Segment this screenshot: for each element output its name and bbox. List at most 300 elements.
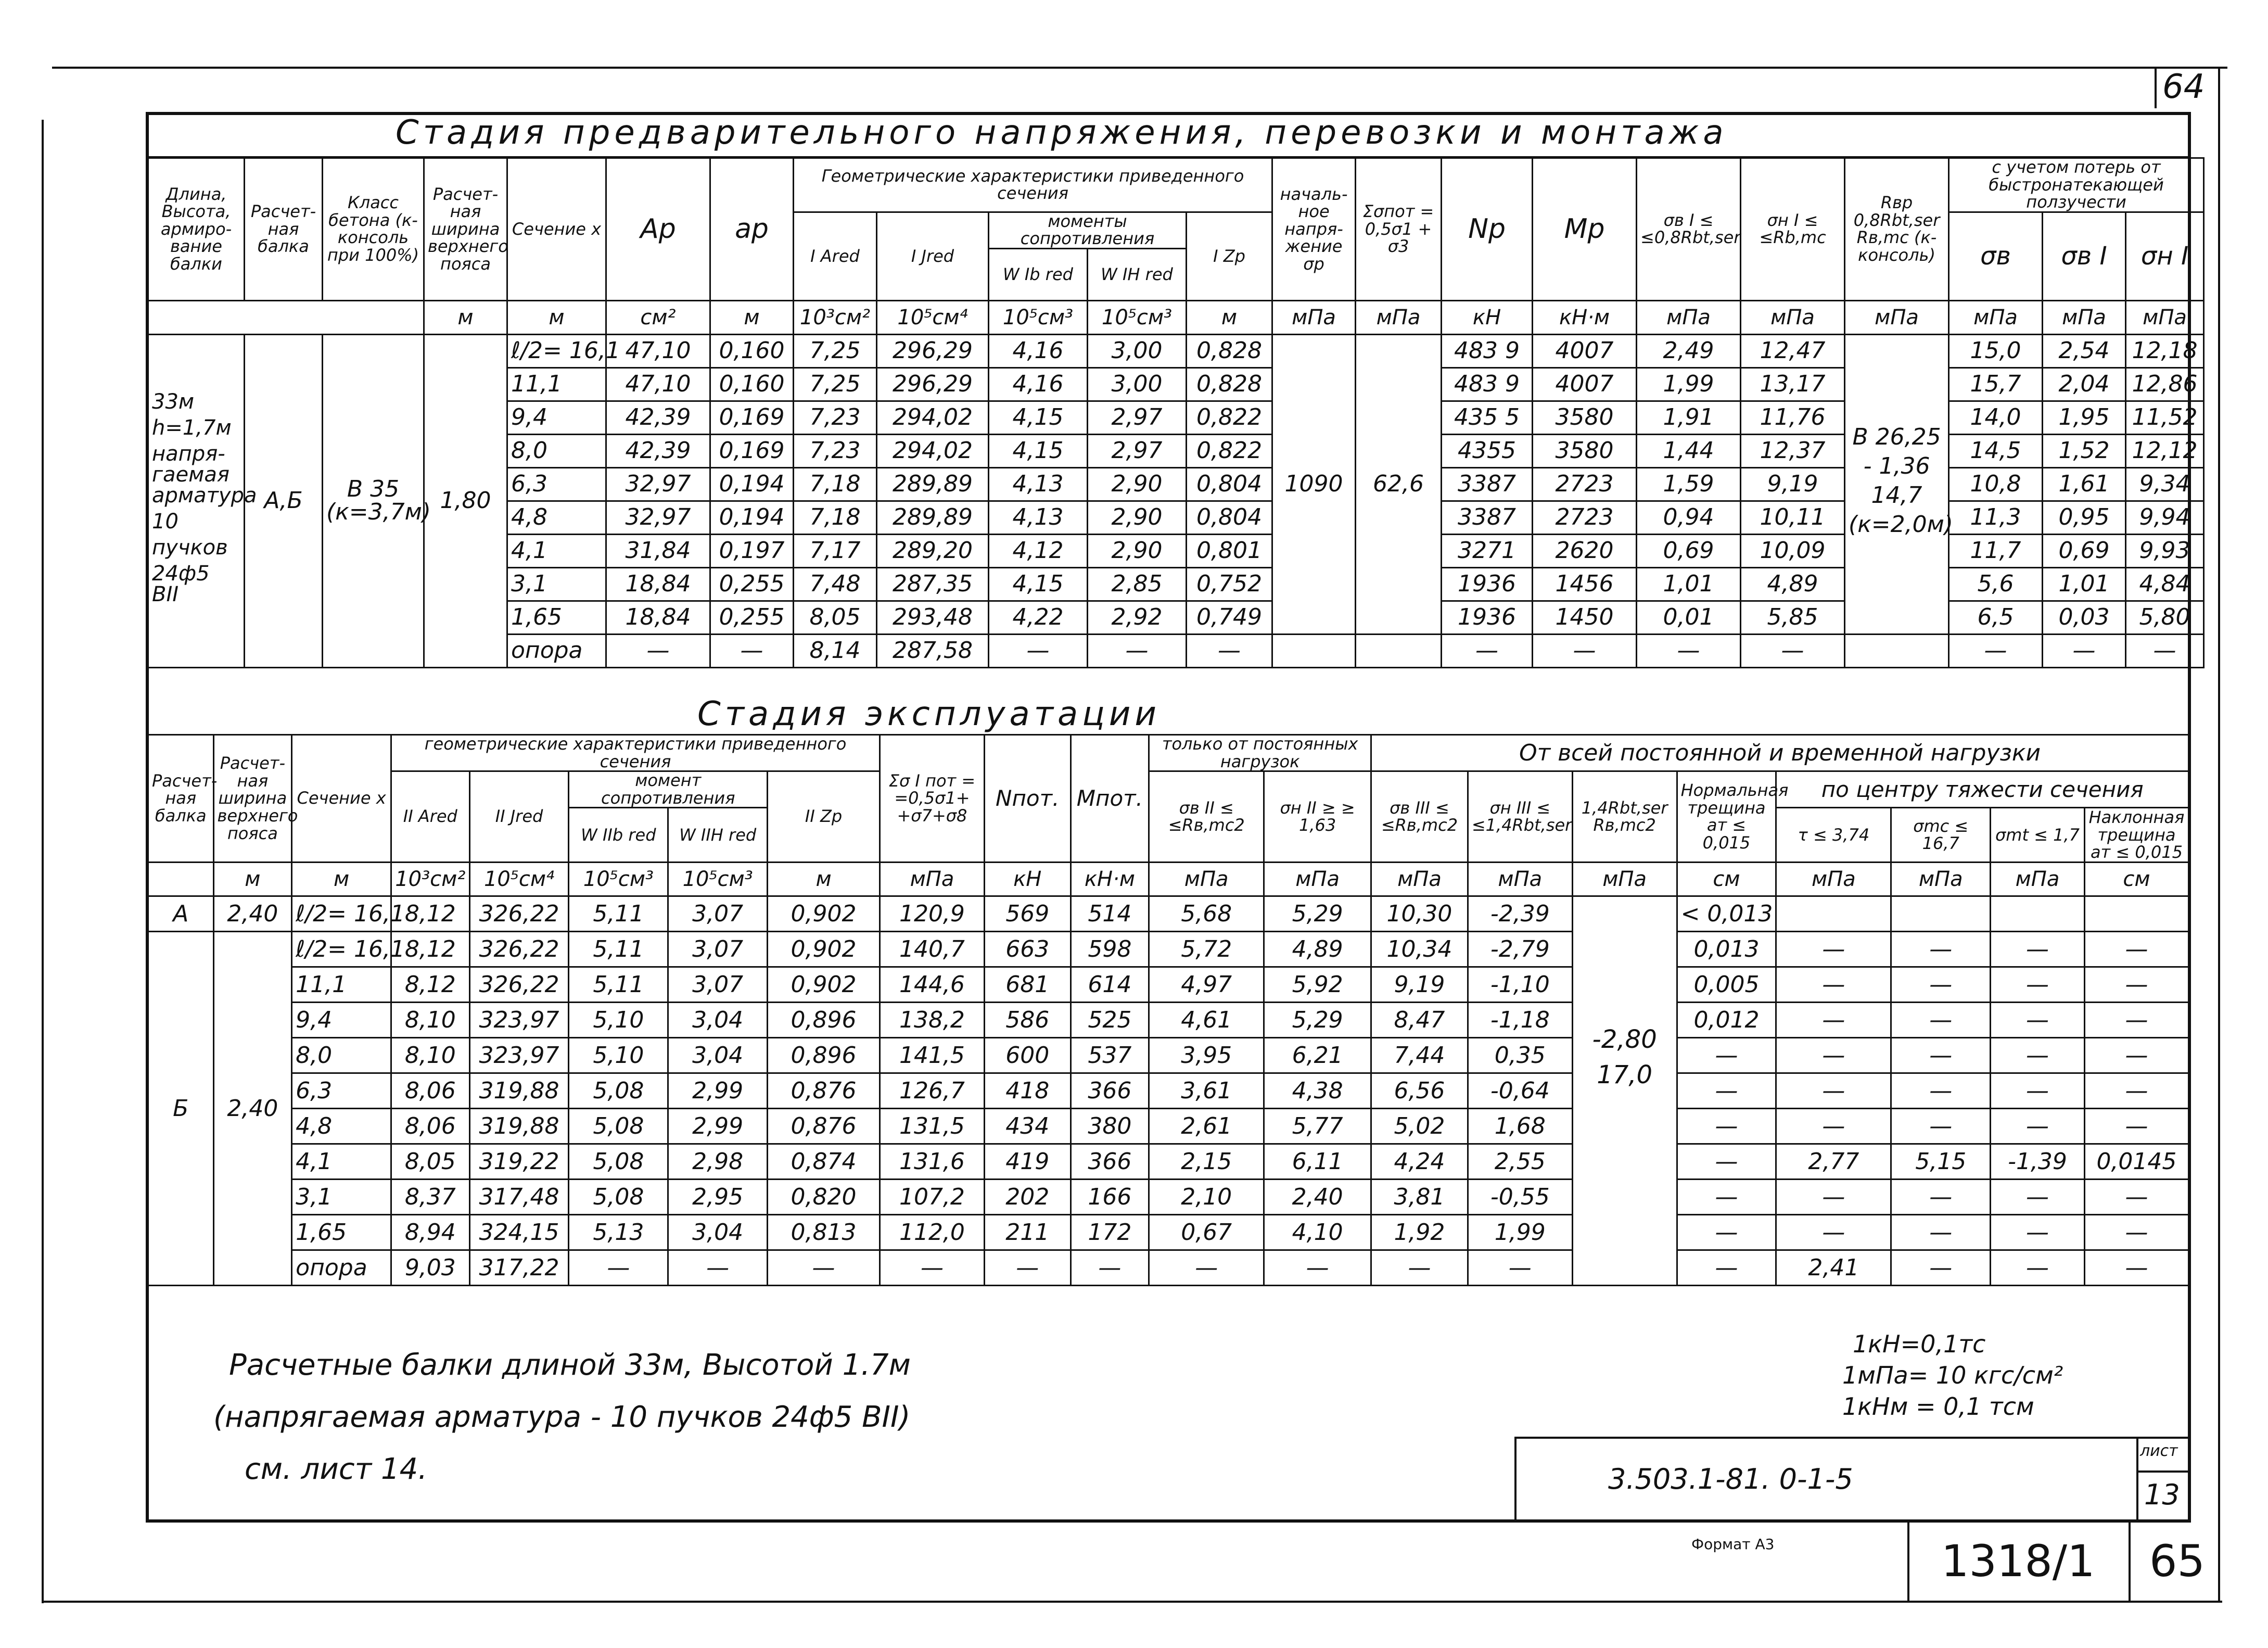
data-cell: 5,10 (569, 1003, 668, 1038)
data-cell: 3387 (1442, 501, 1533, 534)
data-cell: 0,94 (1637, 501, 1741, 534)
data-cell: 126,7 (880, 1073, 985, 1109)
data-cell: 2,99 (668, 1073, 768, 1109)
unit-cell: мПа (1468, 863, 1572, 896)
data-cell: опора (507, 634, 606, 667)
data-cell: 0,813 (768, 1215, 880, 1250)
data-cell: 0,169 (710, 434, 794, 467)
data-cell: — (1776, 1109, 1891, 1144)
unit-note-2: 1мПа= 10 кгс/см² (1842, 1361, 2063, 1389)
data-cell: — (2084, 1038, 2188, 1073)
data-cell: 202 (984, 1180, 1071, 1215)
data-cell: 3,95 (1149, 1038, 1264, 1073)
data-cell: 0,896 (768, 1003, 880, 1038)
data-cell: 4,16 (989, 367, 1088, 401)
data-cell: — (1264, 1250, 1371, 1286)
data-cell: 0,902 (768, 932, 880, 967)
s2-hdr-jred: II Jred (469, 771, 569, 863)
data-cell: — (1891, 932, 1991, 967)
data-cell: — (989, 634, 1088, 667)
data-cell: 5,29 (1264, 896, 1371, 932)
stamp-top-line (1514, 1437, 2191, 1439)
data-cell: 287,58 (877, 634, 989, 667)
note-line-1: Расчетные балки длиной 33м, Высотой 1.7м (229, 1348, 911, 1382)
stage2-title: Стадия эксплуатации (697, 695, 1161, 733)
data-cell: 6,3 (507, 467, 606, 501)
s2-hdr-spot: Σσ I пот = =0,5σ1+ +σ7+σ8 (880, 735, 985, 863)
data-cell: 112,0 (880, 1215, 985, 1250)
data-cell: 0,902 (768, 967, 880, 1003)
data-cell: 8,12 (391, 896, 469, 932)
data-cell: 8,12 (391, 967, 469, 1003)
s2-hdr-flange: Расчет- ная ширина верхнего пояса (213, 735, 292, 863)
data-cell: 1,01 (2043, 567, 2126, 601)
data-cell: 8,05 (391, 1144, 469, 1180)
data-cell: 8,0 (507, 434, 606, 467)
s1-hdr-zp: I Zp (1187, 212, 1272, 300)
data-cell: — (1776, 932, 1891, 967)
data-cell: 287,35 (877, 567, 989, 601)
s1-hdr-section: Сечение x (507, 158, 606, 301)
data-cell: 8,0 (292, 1038, 391, 1073)
data-cell: 2,90 (1088, 467, 1187, 501)
data-cell: 0,822 (1187, 434, 1272, 467)
data-cell: -2,39 (1468, 896, 1572, 932)
data-cell: — (569, 1250, 668, 1286)
table-row (148, 932, 2189, 967)
data-cell: 0,197 (710, 534, 794, 567)
data-cell: — (2084, 1003, 2188, 1038)
data-cell: 5,08 (569, 1180, 668, 1215)
data-cell: — (1991, 1038, 2085, 1073)
rbp-line: (к=2,0м) (1849, 511, 1953, 538)
data-cell: 6,5 (1949, 601, 2043, 634)
data-cell: 0,876 (768, 1073, 880, 1109)
data-cell: 296,29 (877, 334, 989, 367)
initial-stress-cell: 1090 (1272, 334, 1356, 634)
data-cell: — (1468, 1250, 1572, 1286)
data-cell: 1,65 (507, 601, 606, 634)
data-cell: 2,15 (1149, 1144, 1264, 1180)
beam-type-cell: А,Б (245, 334, 323, 667)
unit-cell: мПа (1149, 863, 1264, 896)
data-cell: -0,55 (1468, 1180, 1572, 1215)
s1-hdr-losses: с учетом потерь от быстронатекающей ползучести (1949, 158, 2204, 212)
length-line: пучков (152, 536, 228, 560)
data-cell: — (710, 634, 794, 667)
data-cell: 0,749 (1187, 601, 1272, 634)
data-cell: 10,09 (1741, 534, 1845, 567)
data-cell: 172 (1071, 1215, 1149, 1250)
data-cell: 4,13 (989, 467, 1088, 501)
data-cell: 15,7 (1949, 367, 2043, 401)
data-cell: -1,10 (1468, 967, 1572, 1003)
data-cell: 483 9 (1442, 367, 1533, 401)
data-cell: — (1891, 1073, 1991, 1109)
data-cell: — (1187, 634, 1272, 667)
data-cell: 1,61 (2043, 467, 2126, 501)
s1-hdr-sb-le: σв I ≤ ≤0,8Rbt,ser (1637, 158, 1741, 301)
s2-hdr-centroid: по центру тяжести сечения (1776, 771, 2189, 808)
data-cell: 5,80 (2126, 601, 2204, 634)
data-cell: 1,01 (1637, 567, 1741, 601)
rbt-cell (1572, 896, 1677, 1286)
rbp-line: 14,7 (1871, 482, 1922, 509)
data-cell: — (1891, 1109, 1991, 1144)
data-cell: 3580 (1533, 401, 1637, 434)
data-cell: 4,10 (1264, 1215, 1371, 1250)
data-cell: 0,03 (2043, 601, 2126, 634)
stamp-list-label: лист (2140, 1442, 2178, 1460)
s1-hdr-spot: Σσпот = 0,5σ1 + σ3 (1356, 158, 1442, 301)
data-cell: 326,22 (469, 896, 569, 932)
s2-hdr-sh-all: σн III ≤ ≤1,4Rbt,ser (1468, 771, 1572, 863)
data-cell: 11,76 (1741, 401, 1845, 434)
data-cell: 5,13 (569, 1215, 668, 1250)
data-cell: -1,39 (1991, 1144, 2085, 1180)
data-cell: ℓ/2= 16,1 (507, 334, 606, 367)
data-cell: — (1442, 634, 1533, 667)
data-cell: 3,00 (1088, 334, 1187, 367)
length-line: напря- гаемая арматура (152, 442, 257, 508)
unit-cell: мПа (2126, 300, 2204, 334)
doc-number: 1318/1 (1941, 1536, 2095, 1587)
data-cell: 4,8 (507, 501, 606, 534)
rbp-line: B 26,25 (1852, 424, 1941, 451)
s2-hdr-sh-perm: σн II ≥ ≥ 1,63 (1264, 771, 1371, 863)
data-cell: 0,160 (710, 367, 794, 401)
data-cell: 2,55 (1468, 1144, 1572, 1180)
s2-hdr-perm: только от постоянных нагрузок (1149, 735, 1371, 771)
data-cell: — (1088, 634, 1187, 667)
data-cell: 6,3 (292, 1073, 391, 1109)
data-cell: 7,17 (794, 534, 877, 567)
data-cell: ℓ/2= 16,1 (292, 896, 391, 932)
data-cell: 3,1 (292, 1180, 391, 1215)
rbt-line: 17,0 (1597, 1060, 1653, 1090)
data-cell: — (1891, 1215, 1991, 1250)
data-cell: 569 (984, 896, 1071, 932)
data-cell: 0,69 (1637, 534, 1741, 567)
data-cell: — (2084, 967, 2188, 1003)
data-cell: 9,4 (507, 401, 606, 434)
data-cell (1891, 896, 1991, 932)
data-cell: 0,255 (710, 601, 794, 634)
data-cell: 10,8 (1949, 467, 2043, 501)
data-cell: 435 5 (1442, 401, 1533, 434)
data-cell: 11,1 (507, 367, 606, 401)
unit-cell: 10⁵см³ (1088, 300, 1187, 334)
data-cell: 319,88 (469, 1109, 569, 1144)
data-cell: Б (148, 932, 214, 1286)
s1-hdr-rbp: Rвр 0,8Rbt,ser Rв,mc (к-консоль) (1845, 158, 1949, 301)
data-cell: 4,15 (989, 401, 1088, 434)
right-frame-line (2218, 67, 2220, 1602)
data-cell: 0,01 (1637, 601, 1741, 634)
data-cell: — (2084, 1180, 2188, 1215)
data-cell: 2620 (1533, 534, 1637, 567)
data-cell: — (1677, 1144, 1776, 1180)
unit-cell: м (710, 300, 794, 334)
data-cell: 32,97 (606, 467, 710, 501)
data-cell: 131,6 (880, 1144, 985, 1180)
unit-cell: кН·м (1533, 300, 1637, 334)
data-cell: — (1991, 1073, 2085, 1109)
data-cell: — (1677, 1073, 1776, 1109)
data-cell: — (1677, 1109, 1776, 1144)
left-frame-line (42, 120, 44, 1603)
data-cell: 2,97 (1088, 401, 1187, 434)
data-cell: 5,6 (1949, 567, 2043, 601)
data-cell: 2,99 (668, 1109, 768, 1144)
data-cell: — (606, 634, 710, 667)
data-cell: — (1991, 1250, 2085, 1286)
data-cell: 366 (1071, 1144, 1149, 1180)
data-cell: 434 (984, 1109, 1071, 1144)
data-cell: — (668, 1250, 768, 1286)
data-cell: 5,10 (569, 1038, 668, 1073)
data-cell: 2,97 (1088, 434, 1187, 467)
stamp-list-line (2136, 1470, 2191, 1473)
unit-cell: мПа (1637, 300, 1741, 334)
data-cell: — (1949, 634, 2043, 667)
empty-cell (1356, 634, 1442, 667)
rbp-cell (1845, 334, 1953, 634)
s1-hdr-wb: W Ib red (989, 248, 1088, 300)
data-cell: 8,37 (391, 1180, 469, 1215)
data-cell: 293,48 (877, 601, 989, 634)
data-cell: 2,98 (668, 1144, 768, 1180)
data-cell: 0,902 (768, 896, 880, 932)
unit-cell: 10³см² (794, 300, 877, 334)
s1-hdr-s-b: σв (1949, 212, 2043, 300)
data-cell: 289,89 (877, 501, 989, 534)
data-cell: — (1677, 1250, 1776, 1286)
data-cell: 14,0 (1949, 401, 2043, 434)
data-cell: 31,84 (606, 534, 710, 567)
data-cell: 7,18 (794, 501, 877, 534)
data-cell: 0,876 (768, 1109, 880, 1144)
unit-cell: мПа (1371, 863, 1468, 896)
data-cell: 0,820 (768, 1180, 880, 1215)
data-cell: 4,22 (989, 601, 1088, 634)
beam-length-cell (148, 334, 257, 667)
data-cell: 0,160 (710, 334, 794, 367)
data-cell: 0,95 (2043, 501, 2126, 534)
data-cell: — (2084, 1073, 2188, 1109)
data-cell: 5,08 (569, 1144, 668, 1180)
data-cell: 131,5 (880, 1109, 985, 1144)
data-cell: 5,92 (1264, 967, 1371, 1003)
data-cell: 8,14 (794, 634, 877, 667)
table-row (148, 1073, 2189, 1109)
data-cell: 537 (1071, 1038, 1149, 1073)
data-cell: 2,77 (1776, 1144, 1891, 1180)
data-cell: 326,22 (469, 932, 569, 967)
unit-cell: мПа (1776, 863, 1891, 896)
data-cell: 5,11 (569, 932, 668, 967)
concrete-line: B 35 (347, 476, 400, 503)
data-cell: 3,04 (668, 1003, 768, 1038)
data-cell: — (1991, 1003, 2085, 1038)
data-cell: 4,84 (2126, 567, 2204, 601)
data-cell: 4355 (1442, 434, 1533, 467)
data-cell: 8,10 (391, 1003, 469, 1038)
unit-cell: м (768, 863, 880, 896)
data-cell (1776, 896, 1891, 932)
data-cell: 0,69 (2043, 534, 2126, 567)
data-cell: 2,92 (1088, 601, 1187, 634)
s1-hdr-s-hI: σн I (2126, 212, 2204, 300)
data-cell: 4,38 (1264, 1073, 1371, 1109)
data-cell: 8,94 (391, 1215, 469, 1250)
data-cell: 7,44 (1371, 1038, 1468, 1073)
s2-hdr-section: Сечение x (292, 735, 391, 863)
data-cell: 4,8 (292, 1109, 391, 1144)
unit-cell: мПа (1991, 863, 2085, 896)
data-cell: 4,16 (989, 334, 1088, 367)
data-cell: 0,828 (1187, 334, 1272, 367)
data-cell: 294,02 (877, 434, 989, 467)
data-cell: 1,91 (1637, 401, 1741, 434)
data-cell: 4,24 (1371, 1144, 1468, 1180)
corner-divider (2155, 67, 2157, 108)
data-cell: 11,7 (1949, 534, 2043, 567)
unit-cell: мПа (1741, 300, 1845, 334)
data-cell: 166 (1071, 1180, 1149, 1215)
data-cell: 0,804 (1187, 501, 1272, 534)
s2-hdr-sb-perm: σв II ≤ ≤Rв,mc2 (1149, 771, 1264, 863)
unit-cell: 10⁵см⁴ (877, 300, 989, 334)
data-cell: — (2084, 932, 2188, 967)
unit-cell: мПа (880, 863, 985, 896)
data-cell: — (1677, 1038, 1776, 1073)
data-cell: 10,11 (1741, 501, 1845, 534)
data-cell (1991, 896, 2085, 932)
data-cell: 42,39 (606, 401, 710, 434)
s2-hdr-sb-all: σв III ≤ ≤Rв,mc2 (1371, 771, 1468, 863)
table-row (148, 334, 2204, 367)
table-row (148, 1215, 2189, 1250)
unit-cell: 10⁵см³ (668, 863, 768, 896)
data-cell: 1,99 (1468, 1215, 1572, 1250)
s1-hdr-ap-ratio: ap (710, 158, 794, 301)
data-cell: 514 (1071, 896, 1149, 932)
data-cell: — (1991, 1180, 2085, 1215)
page-corner-number: 64 (2162, 68, 2205, 106)
stage1-title: Стадия предварительного напряжения, перевозки и монтажа (396, 113, 1728, 152)
data-cell: 4,15 (989, 567, 1088, 601)
data-cell: 0,822 (1187, 401, 1272, 434)
s2-hdr-smt: σmt ≤ 1,7 (1991, 808, 2085, 863)
table-row (148, 1109, 2189, 1144)
data-cell: 18,84 (606, 601, 710, 634)
data-cell: 2,54 (2043, 334, 2126, 367)
s1-hdr-sh-le: σн I ≤ ≤Rb,mc (1741, 158, 1845, 301)
data-cell: — (2126, 634, 2204, 667)
data-cell: 8,05 (794, 601, 877, 634)
data-cell: 6,56 (1371, 1073, 1468, 1109)
data-cell: 2,90 (1088, 501, 1187, 534)
top-frame-line (52, 67, 2227, 69)
data-cell: 12,86 (2126, 367, 2204, 401)
data-cell: — (2084, 1250, 2188, 1286)
s1-hdr-length: Длина, Высота, армиро- вание балки (148, 158, 245, 301)
data-cell: 4,1 (507, 534, 606, 567)
data-cell: 6,11 (1264, 1144, 1371, 1180)
data-cell: 2723 (1533, 501, 1637, 534)
data-cell: -0,64 (1468, 1073, 1572, 1109)
data-cell: 9,19 (1741, 467, 1845, 501)
data-cell: 317,48 (469, 1180, 569, 1215)
stamp-list-divider (2136, 1437, 2138, 1523)
s2-hdr-wh: W IIH red (668, 808, 768, 863)
s2-hdr-geom: геометрические характеристики приведенного сечения (391, 735, 880, 771)
unit-cell: кН (1442, 300, 1533, 334)
unit-cell: см² (606, 300, 710, 334)
data-cell: 140,7 (880, 932, 985, 967)
unit-cell: 10³см² (391, 863, 469, 896)
unit-cell: см (1677, 863, 1776, 896)
data-cell: 483 9 (1442, 334, 1533, 367)
data-cell: 5,68 (1149, 896, 1264, 932)
data-cell: 32,97 (606, 501, 710, 534)
note-line-2: (напрягаемая арматура - 10 пучков 24ф5 BII) (213, 1400, 911, 1434)
data-cell: 3271 (1442, 534, 1533, 567)
data-cell: 9,03 (391, 1250, 469, 1286)
data-cell: 319,22 (469, 1144, 569, 1180)
unit-cell: мПа (1949, 300, 2043, 334)
data-cell: 6,21 (1264, 1038, 1371, 1073)
data-cell: 1,68 (1468, 1109, 1572, 1144)
data-cell: — (1891, 967, 1991, 1003)
data-cell: 4,15 (989, 434, 1088, 467)
data-cell: 4,13 (989, 501, 1088, 534)
data-cell: 3,00 (1088, 367, 1187, 401)
s2-hdr-wb: W IIb red (569, 808, 668, 863)
data-cell: 380 (1071, 1109, 1149, 1144)
data-cell: 4,89 (1741, 567, 1845, 601)
data-cell: 10,34 (1371, 932, 1468, 967)
s1-hdr-s-bI: σв I (2043, 212, 2126, 300)
unit-cell: м (424, 300, 507, 334)
data-cell: — (2084, 1215, 2188, 1250)
length-line: h=1,7м (152, 416, 232, 440)
data-cell: 2,40 (213, 932, 292, 1286)
data-cell: 525 (1071, 1003, 1149, 1038)
concrete-cell (323, 334, 431, 667)
data-cell: 3,07 (668, 967, 768, 1003)
data-cell: 7,25 (794, 367, 877, 401)
data-cell: 3387 (1442, 467, 1533, 501)
data-cell: — (1991, 1109, 2085, 1144)
s2-hdr-tau: τ ≤ 3,74 (1776, 808, 1891, 863)
data-cell: 3,81 (1371, 1180, 1468, 1215)
data-cell: 2,40 (1264, 1180, 1371, 1215)
data-cell: А (148, 896, 214, 932)
data-cell: 323,97 (469, 1038, 569, 1073)
docnum-right-line (2129, 1523, 2131, 1601)
data-cell: 8,10 (391, 1038, 469, 1073)
s1-hdr-moments: моменты сопротивления (989, 212, 1187, 248)
data-cell: 8,06 (391, 1073, 469, 1109)
data-cell: 4,1 (292, 1144, 391, 1180)
data-cell: 107,2 (880, 1180, 985, 1215)
data-cell: 7,23 (794, 401, 877, 434)
data-cell: 586 (984, 1003, 1071, 1038)
data-cell: 5,77 (1264, 1109, 1371, 1144)
data-cell: 47,10 (606, 334, 710, 367)
